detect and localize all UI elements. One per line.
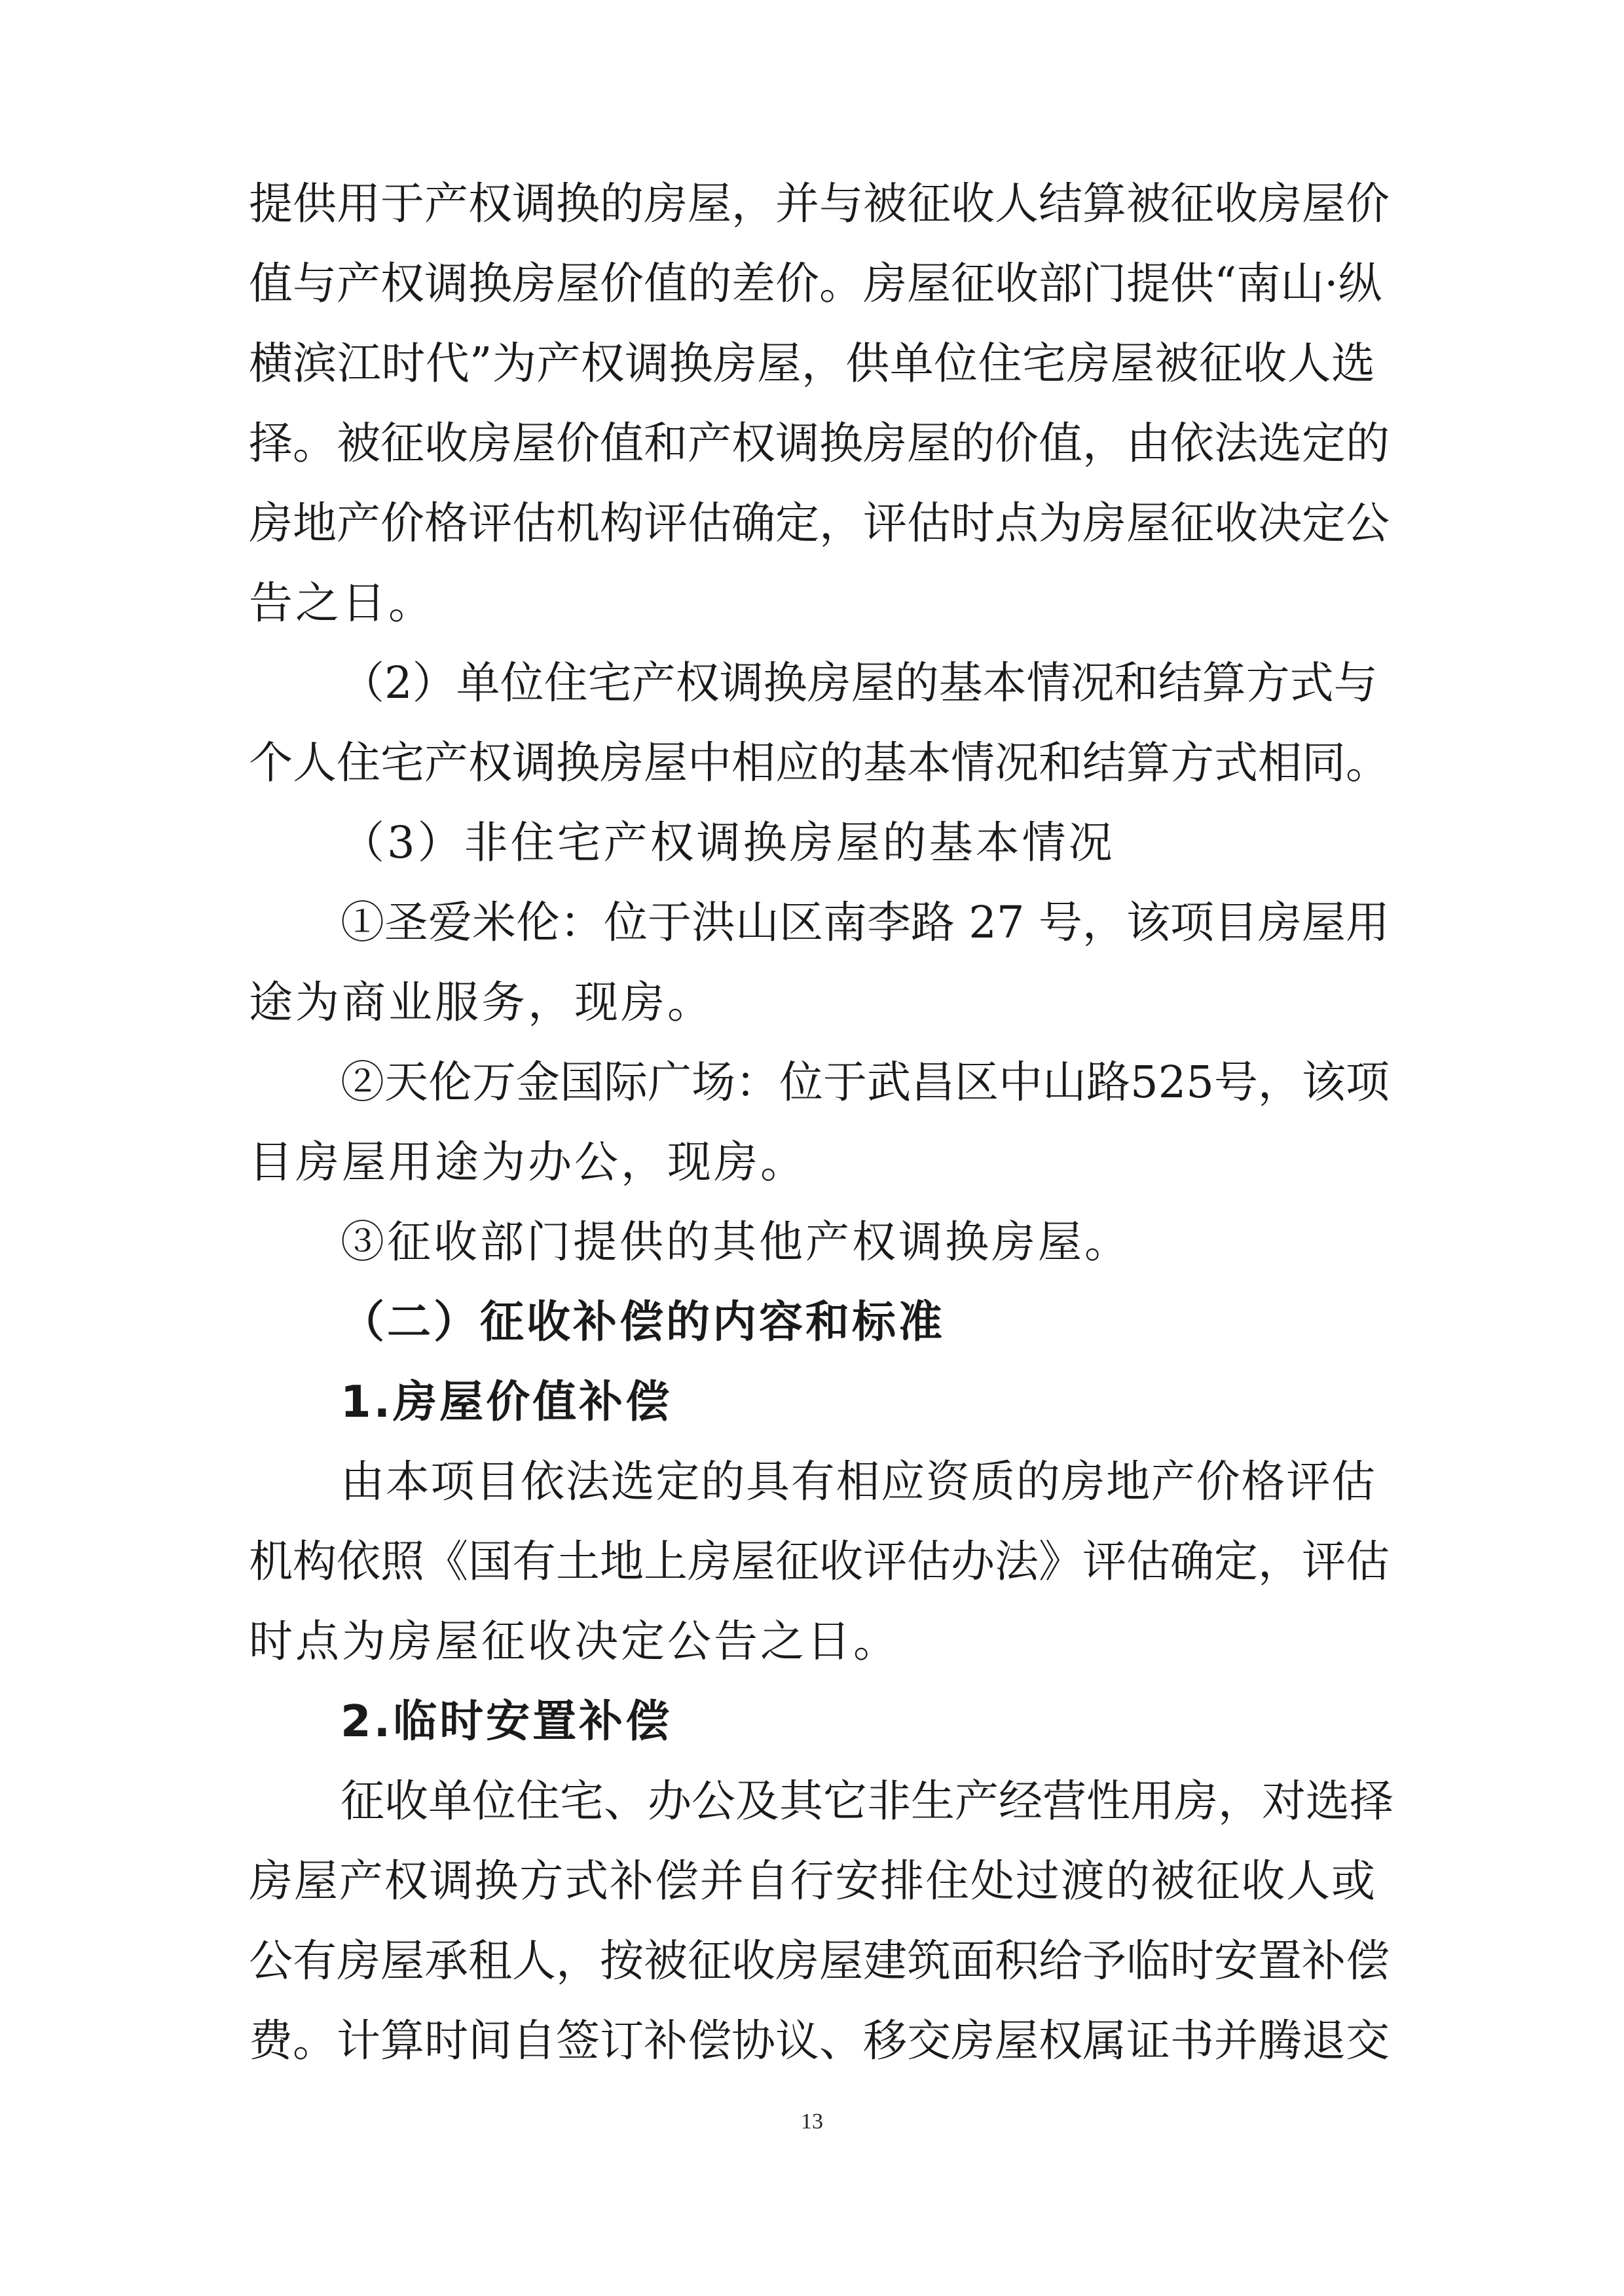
subheading-line: （3）非住宅产权调换房屋的基本情况	[341, 817, 1115, 868]
paragraph-line: 公有房屋承租人，按被征收房屋建筑面积给予临时安置补偿	[249, 1935, 1390, 1986]
paragraph-line: 房地产价格评估机构评估确定，评估时点为房屋征收决定公	[249, 498, 1390, 549]
section-heading: （二）征收补偿的内容和标准	[341, 1296, 945, 1347]
paragraph-line: 择。被征收房屋价值和产权调换房屋的价值，由依法选定的	[249, 418, 1390, 469]
paragraph-line: 由本项目依法选定的具有相应资质的房地产价格评估	[341, 1456, 1375, 1507]
body-text	[249, 164, 1393, 2081]
paragraph-line: 提供用于产权调换的房屋，并与被征收人结算被征收房屋价	[249, 178, 1390, 229]
list-item-line: ①圣爱米伦：位于洪山区南李路 27 号，该项目房屋用	[341, 897, 1390, 948]
paragraph-line: （2）单位住宅产权调换房屋的基本情况和结算方式与	[341, 657, 1378, 708]
paragraph-line: 告之日。	[249, 577, 435, 629]
list-item-line: 途为商业服务，现房。	[249, 977, 714, 1028]
paragraph-line: 横滨江时代”为产权调换房屋，供单位住宅房屋被征收人选	[249, 338, 1375, 389]
list-item-line: ②天伦万金国际广场：位于武昌区中山路525号，该项	[341, 1057, 1390, 1108]
list-item-line: 目房屋用途为办公，现房。	[249, 1137, 807, 1188]
paragraph-line: 个人住宅产权调换房屋中相应的基本情况和结算方式相同。	[249, 737, 1390, 788]
paragraph-line: 时点为房屋征收决定公告之日。	[249, 1616, 900, 1667]
paragraph-line: 值与产权调换房屋价值的差价。房屋征收部门提供“南山·纵	[249, 258, 1382, 309]
list-item-line: ③征收部门提供的其他产权调换房屋。	[341, 1216, 1131, 1267]
paragraph-line: 房屋产权调换方式补偿并自行安排住处过渡的被征收人或	[249, 1855, 1375, 1906]
paragraph-line: 费。计算时间自签订补偿协议、移交房屋权属证书并腾退交	[249, 2015, 1390, 2066]
page-number: 13	[801, 2109, 823, 2134]
paragraph-line: 机构依照《国有土地上房屋征收评估办法》评估确定，评估	[249, 1536, 1390, 1587]
subsection-heading: 2.临时安置补偿	[341, 1696, 673, 1747]
subsection-heading: 1.房屋价值补偿	[341, 1376, 673, 1427]
paragraph-line: 征收单位住宅、办公及其它非生产经营性用房，对选择	[341, 1776, 1393, 1827]
